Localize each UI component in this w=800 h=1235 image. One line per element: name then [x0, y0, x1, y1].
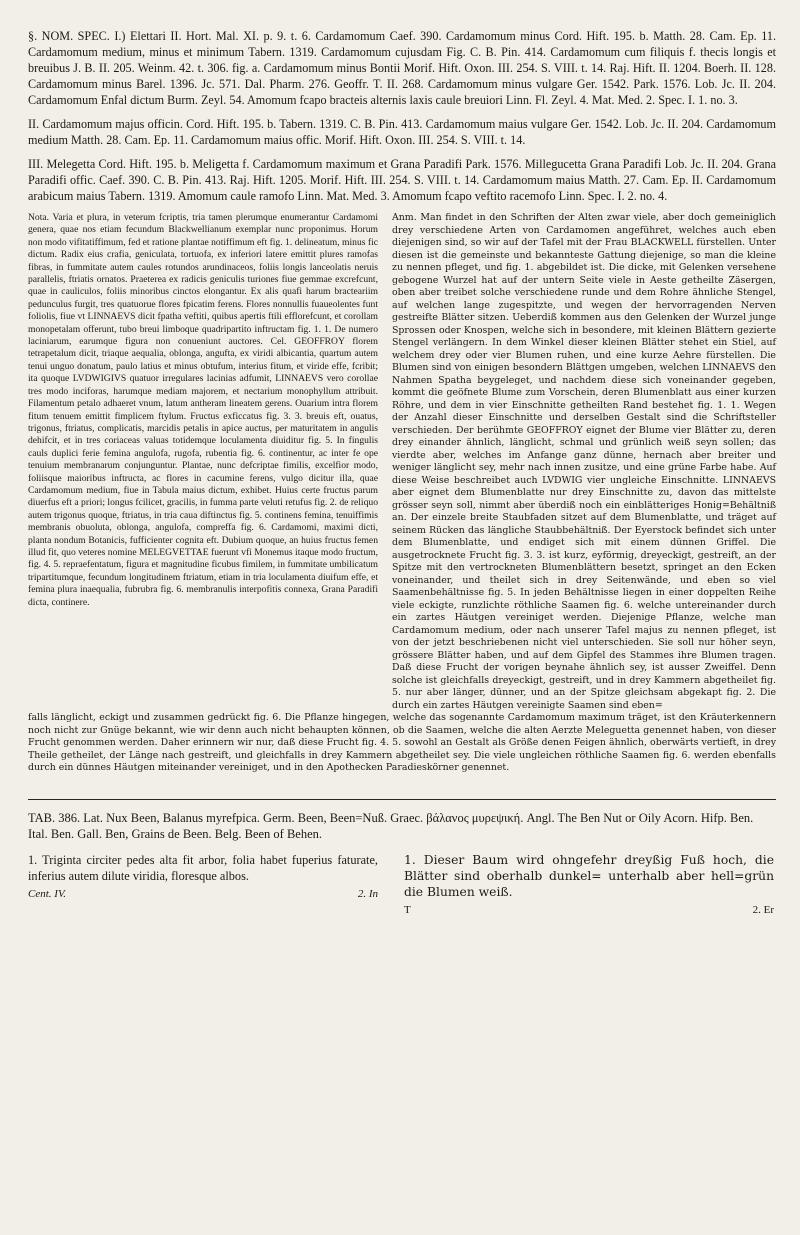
two-column-notes [28, 212, 776, 712]
nomenclature-section [28, 28, 776, 204]
german-description-block [404, 852, 774, 916]
species-two-synonyms: II. Cardamomum majus officin. Cord. Hift. 195. b. Tabern. 1319. C. B. Pin. 413. Cardamomum maius vulgare Ger. 1542. Lob. Jc. II. 204. Cardamomum medium Matth. 28. Cam. Ep. 11. Cardamomum maius offic. Morif. Hift. Oxon. III. 254. S. VIII. t. 14. [28, 117, 776, 147]
footer-left [28, 888, 378, 900]
latin-note-column: Nota. Varia et plura, in veterum fcriptis, tria tamen plerumque enumerantur Cardamomi genera, quae nos etiam fecundum Blackwellianum exemplar nunc proponimus. Horum non modo vifitatiffimum, fed et ratione plantae notiffimum eft fig. 1. delineatum, minus fic dictum. Radix eius crafia, geniculata, tortuofa, ex inferiori latere emittit plures ramofas fibras, in fummitate autem caules rotundos arundinaceos, foliis longis lanceolatis neruis parallelis, ftriatis ornatos. Praeterea ex radicis geniculis turiones fiue gemmae excrefcunt, quae in cauliculos, foliis minoribus cinctos elongantur. Ex alis quafi harum bracteariim pedunculus furgit, tres quatuorue flores fpicatim ferens. Flores nonnullis fuaueolentes funt foliolis, fiue vt LINNAEVS dicit fpatha veftiti, quibus apertis ftili efflorefcunt, et corollam monopetalam offerunt, tubo breui limboque quadripartito inftructam fig. 1. 1. De numero laciniarum, earumque figura non conueniunt auctores. Cel. GEOFFROY florem tetrapetalum dicit, triaque aequalia, oblonga, angufta, ex viridi albicantia, quartum autem tenui unguo donatum, paulo latius et minus obtufum, interius fitum, et viride effe, fcribit; ita quoque LVDWIGIVS quatuor irregulares lacinias adfumit, LINNAEVS vero corollae tres modo inciforas, harumque mediam majorem, et nectarium monophyllum attribuit. Filamentum petalo adhaeret vnum, latum antheram lineatem gerens. Ouarium intra florem fitum tenuem emittit fimplicem ftylum. Fructus exficcatus fig. 3. 3. breuis eft, ouatus, trigonus, ftriatus, complicatis, marcidis petalis in apice auctus, per maturitatem in angulis dehifcit, et in tres coriaceas valuas totidemque loculamenta diuiditur fig. 5. In fingulis cauls duplici ferie femina angulofa, rugofa, rubentia fig. 6. continentur, ac inter fe ope tenuium membranarum conjunguntur. Plantae, nunc defcriptae fimilis, excelfior modo, foliisque maioribus inftructa, ac flores in cacumine ferens, vulgo dicitur illa, quae Cardamomum medium, fiue in Tabula maius dictum, exhibet. Huius certe fructus parum diuerfus eft a priori; longus fcilicet, gracilis, in fumma parte veluti retufus fig. 2. de reliquo autem trigonus quoque, ftriatus, in tria caua diftinctus fig. 5. continens femina, tenuiffimis membranis obuoluta, oblonga, angulofa, compreffa fig. 6. Cardamomi, maximi dicti, planta nondum Botanicis, fufficienter cognita eft. Dubium quoque, an huius fructus femen illud fit, quo veteres nomine MELEGVETTAE fuerunt vfi Monemus itaque modo fructum, fig. 4. 5. repraefentatum, figura et magnitudine ficubus fimilem, in fummitate umbilicatum tripartitumque, fecundum longitudinem ftriatum, etiam in tria loculamenta diuifum effe, et femina plura inaequalia, fubrubra fig. 6. membranulis interpofitis connexa, Grana Paradifi dicta, continere. [28, 212, 379, 608]
plate-386-description [28, 852, 776, 916]
plate-386-heading: TAB. 386. Lat. Nux Been, Balanus myrefpica. Germ. Been, Been=Nuß. Graec. βάλανος μυρεψική. Angl. The Ben Nut or Oily Acorn. Hifp. Ben. Ital. Ben. Gall. Ben, Grains de Been. Belg. Been of Behen. [28, 810, 754, 841]
footer-right [404, 904, 774, 916]
signature-mark: Cent. IV. [28, 887, 66, 900]
german-note-continuation: falls länglicht, eckigt und zusammen gedrückt fig. 6. Die Pflanze hingegen, welche das sogenannte Cardamomum maximum träget, ist den Kräuterkennern noch nicht zur Gnüge bekannt, wie wir denn auch nicht behaupten können, ob die Saamen, welche die alten Aerzte Meleguetta genennet haben, von dieser Frucht genommen werden. Daher erinnern wir nur, daß diese Frucht fig. 4. 5. sowohl an Gestalt als Größe denen Feigen ähnlich, oberwärts vertieft, in drey Theile getheilet, der Länge nach gestreift, und gleichfalls in drey Kammern abgetheilet sey. Die viele ungleichen röthliche Saamen fig. 6. werden ebenfalls durch ein dünnes Häutgen miteinander vereiniget, und in den Apothecken Paradieskörner genennet. [28, 712, 776, 773]
german-description: 1. Dieser Baum wird ohngefehr dreyßig Fuß hoch, die Blätter sind oberhalb dunkel= unterhalb aber hell=grün die Blumen weiß. [404, 852, 774, 899]
species-one-synonyms: §. NOM. SPEC. I.) Elettari II. Hort. Mal. XI. p. 9. t. 6. Cardamomum Caef. 390. Cardamomum minus Cord. Hift. 195. b. Matth. 28. Cam. Ep. 11. Cardamomum medium, minus et minimum Tabern. 1319. Cardamomum cujusdam Fig. C. B. Pin. 414. Cardamomum cum filiquis f. thecis longis et breuibus J. B. II. 205. Weinm. 42. t. 306. fig. a. Cardamomum minus Bontii Morif. Hift. Oxon. III. 254. S. VIII. t. 14. Raj. Hift. II. 1204. Boerh. II. 128. Cardamomum minus Barel. 1396. Jc. 571. Dal. Pharm. 276. Geoffr. T. II. 268. Cardamomum minus vulgare Ger. 1542. Park. 1576. Lob. Jc. II. 204. Cardamomum Enfal dictum Burm. Zeyl. 54. Amomum fcapo bracteis alternis laxis caule breuiori Linn. Fl. Zeyl. 4. Mat. Med. 2. Spec. I. 1. no. 3. [28, 29, 776, 107]
latin-description: 1. Triginta circiter pedes alta fit arbor, folia habet fuperius faturate, inferius autem dilute viridia, floresque albos. [28, 852, 378, 883]
catchword-right: 2. Er [752, 903, 774, 916]
german-note-column: Anm. Man findet in den Schriften der Alten zwar viele, aber doch gemeiniglich drey verschiedene Arten von Cardamomen angeführet, welches auch eben diejenigen sind, so wir auf der Tafel mit der Frau BLACKWELL fürstellen. Unter diesen ist die gemeinste und bekannteste Gattung diejenige, so man die kleine zu nennen pfleget, und fig. 1. abgebildet ist. Die dicke, mit Gelenken versehene gebogene Wurzel hat auf der untern Seite viele in Aeste getheilte Zäsergen, oben aber treibet solche verschiedene runde und dem Rohre ähnliche Stengel, auf welchen lange zugespitzte, und wegen der hervorragenden Nerven gestreifte Blätter sitzen. Ueberdiß kommen aus den Gelenken der Wurzel junge Sprossen oder Knospen, welche sich in besondere, mit kleinen Blättern gezierte Stengel verlängern. In dem Winkel dieser kleinen Blätter stehet ein Stiel, auf welchem drey oder vier Blumen ruhen, und eine kurze Aehre fürstellen. Die Blumen sind von einigen besondern Blättgen umgeben, welchen LINNAEVS den Nahmen Spatha beygeleget, und nachdem diese sich voneinander gegeben, kommt die geöfnete Blume zum Vorschein, deren Blumenblatt aus einer kurzen Röhre, und dem in vier Einschnitte getheilten Rand bestehet fig. 1. 1. Wegen der Anzahl dieser Einschnitte und derselben Gestalt sind die Schriftsteller verschieden. Der berühmte GEOFFROY eignet der Blume vier Blätter zu, deren drey einander ähnlich, länglicht, schmal und grünlich weiß seyn sollen; das vierdte aber, welches im Anfange ganz dünne, hernach aber breiter und weniger länglicht sey, mehr nach innen zusitze, und eine grüne Farbe habe. Auf diese Weise beschreibet auch LVDWIG vier ungleiche Einschnitte. LINNAEVS aber eignet dem Blumenblatte nur drey Einschnitte zu, davon das mittelste grösser seyn soll, nimmt aber überdiß noch ein einblätteriges Honig=Behältniß an. Der einzele breite Staubfaden sitzet auf dem Blumenblatte, und träget auf seinem Rücken das längliche Staubbehältniß. Der Eyerstock befindet sich unter dem Blumenblatte, und endiget sich mit einem dünnen Griffel. Die ausgetrocknete Frucht fig. 3. 3. ist kurz, eyförmig, dreyeckigt, gestreift, an der Spitze mit den vertrockneten Blumenblättern besetzt, springet an den Ecken voneinander, und theilet sich in drey Seitenwände, und eben so viel Saamenbehältnisse fig. 5. In jeden Behältnisse liegen in einer doppelten Reihe viele eckigte, runzlichte röthliche Saamen fig. 6. welche untereinander durch ein zartes Häutgen vereiniget werden. Diejenige Pflanze, welche man Cardamomum medium, oder nach unserer Tafel majus zu nennen pfleget, ist von der jetzt beschriebenen nicht viel unterschieden. Sie soll nur höher seyn, grössere Blätter haben, und auf dem Gipfel des Stammes ihre Blumen tragen. Daß diese Frucht der vorigen beynahe ähnlich sey, ist ausser Zweiffel. Denn solche ist gleichfalls dreyeckigt, gestreift, und in drey Kammern abgetheilet fig. 5. nur aber länger, dünner, und an der Spitze gleichsam abgekapt fig. 2. Die durch ein zartes Häutgen vereinigte Saamen sind eben= [392, 212, 776, 711]
catchword-left: 2. In [357, 887, 378, 900]
species-three-synonyms: III. Melegetta Cord. Hift. 195. b. Meligetta f. Cardamomum maximum et Grana Paradifi Park. 1576. Millegucetta Grana Paradifi Lob. Jc. II. 204. Grana Paradifi offic. Caef. 390. C. B. Pin. 413. Raj. Hift. 1205. Morif. Hift. III. 254. S. VIII. t. 14. Cardamomum maius Matth. 27. Cam. Ep. II. Cardamomum arabicum maius Tabern. 1319. Amomum caule ramofo Linn. Mat. Med. 3. Amomum fcapo veftito racemofo Linn. Spec. I. 2. no. 4. [28, 157, 776, 203]
signature-mark-right: T [404, 903, 411, 916]
latin-description-block [28, 852, 378, 916]
section-divider [28, 799, 776, 800]
